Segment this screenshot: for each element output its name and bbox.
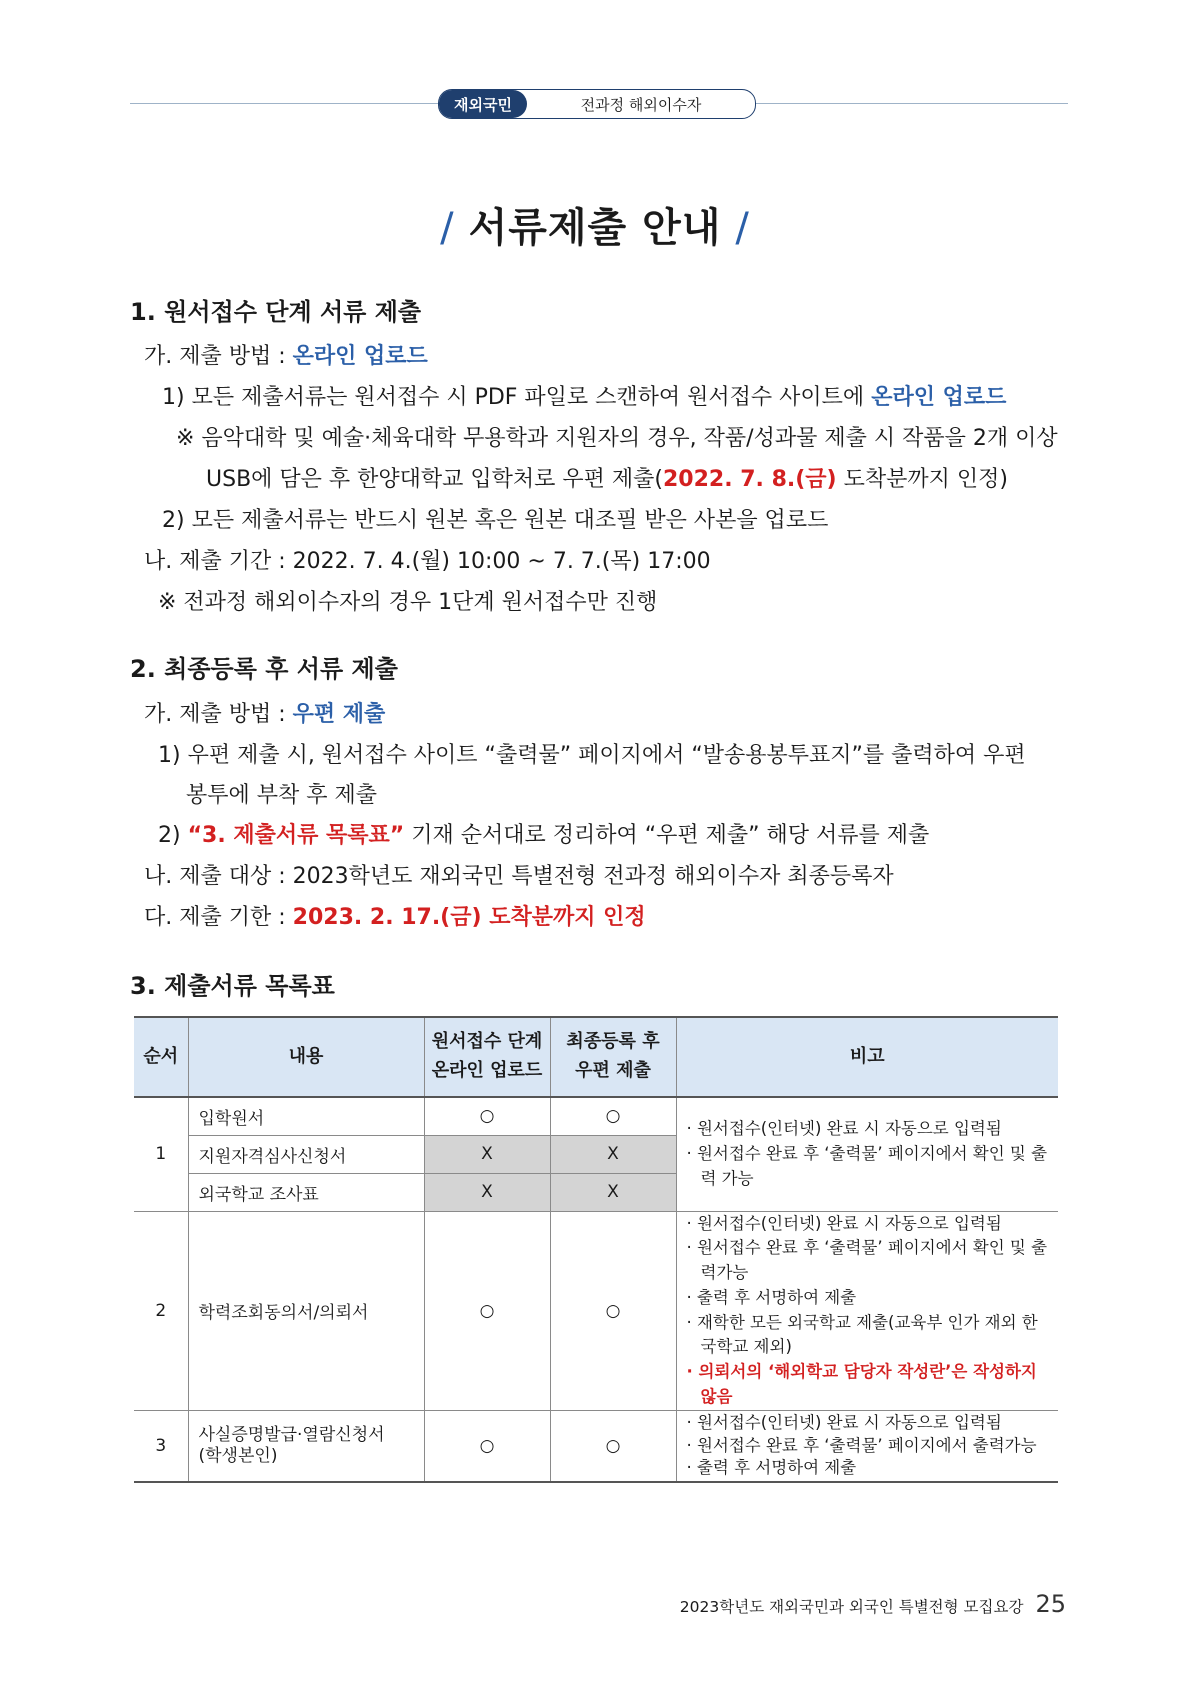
section-2-heading: 2. 최종등록 후 서류 제출 xyxy=(130,655,398,683)
header-online-line-1: 원서접수 단계 xyxy=(431,1031,543,1053)
s2-item-2-prefix: 2) xyxy=(158,823,188,848)
row-content: 지원자격심사신청서 xyxy=(188,1135,424,1173)
header-post xyxy=(550,1017,676,1097)
title-slash-right: / xyxy=(735,205,750,251)
s1-item-1 xyxy=(162,380,1006,411)
row-post: ○ xyxy=(550,1097,676,1135)
row-remarks xyxy=(676,1410,1058,1482)
remark-item-red: · 의뢰서의 ‘해외학교 담당자 작성란’은 작성하지 않음 xyxy=(686,1362,1037,1406)
header-content: 내용 xyxy=(188,1017,424,1097)
header-online-line-2: 온라인 업로드 xyxy=(431,1060,543,1081)
s2-method-label: 가. 제출 방법 : xyxy=(144,702,293,727)
s1-note-1-date: 2022. 7. 8.(금) xyxy=(663,467,837,492)
row-online: ○ xyxy=(424,1410,550,1482)
row-remarks xyxy=(676,1097,1058,1211)
s2-item-1-line-1: 1) 우편 제출 시, 원서접수 사이트 “출력물” 페이지에서 “발송용봉투표지”를 출력하여 우편 xyxy=(158,743,1026,768)
s1-method-label: 가. 제출 방법 : xyxy=(144,344,293,369)
header-section: 전과정 해외이수자 xyxy=(580,95,702,114)
header-no: 순서 xyxy=(134,1017,188,1097)
s2-item-2-red: “3. 제출서류 목록표” xyxy=(187,823,405,848)
row-online: ○ xyxy=(424,1211,550,1410)
remark-item: · 원서접수 완료 후 ‘출력물’ 페이지에서 확인 및 출력가능 xyxy=(686,1238,1048,1282)
s2-item-2-rest: 기재 순서대로 정리하여 “우편 제출” 해당 서류를 제출 xyxy=(404,823,930,848)
s2-item-1-line-2: 봉투에 부착 후 제출 xyxy=(186,783,377,808)
header-post-line-2: 우편 제출 xyxy=(575,1060,651,1081)
s1-method xyxy=(144,339,428,370)
row-content: 입학원서 xyxy=(188,1097,424,1135)
documents-table xyxy=(134,1016,1058,1483)
remark-item: · 원서접수(인터넷) 완료 시 자동으로 입력됨 xyxy=(686,1119,1002,1139)
s1-method-value: 온라인 업로드 xyxy=(292,344,428,369)
header-remarks: 비고 xyxy=(676,1017,1058,1097)
s2-item-2 xyxy=(158,818,929,849)
section-1-heading: 1. 원서접수 단계 서류 제출 xyxy=(130,298,422,326)
remark-item: · 원서접수 완료 후 ‘출력물’ 페이지에서 확인 및 출력 가능 xyxy=(686,1143,1048,1188)
title-text: 서류제출 안내 xyxy=(468,205,722,251)
s1-period: 나. 제출 기간 : 2022. 7. 4.(월) 10:00 ~ 7. 7.(목) 17:00 xyxy=(144,549,711,574)
s1-note-1-line-1: ※ 음악대학 및 예술·체육대학 무용학과 지원자의 경우, 작품/성과물 제출 시 작품을 2개 이상 xyxy=(176,426,1058,451)
row-no: 2 xyxy=(134,1211,188,1410)
row-content-line-1: 사실증명발급·열람신청서 xyxy=(198,1424,385,1445)
footer xyxy=(680,1590,1066,1618)
remark-item: · 재학한 모든 외국학교 제출(교육부 인가 재외 한국학교 제외) xyxy=(686,1312,1038,1357)
s1-note-1-text-a: USB에 담은 후 한양대학교 입학처로 우편 제출( xyxy=(206,467,663,492)
s1-note-1-line-2 xyxy=(206,462,1008,493)
section-3-heading: 3. 제출서류 목록표 xyxy=(130,972,335,1000)
page-title xyxy=(0,196,1190,253)
row-no: 3 xyxy=(134,1410,188,1482)
header-tab xyxy=(438,89,756,119)
row-online: X xyxy=(424,1135,550,1173)
s2-target: 나. 제출 대상 : 2023학년도 재외국민 특별전형 전과정 해외이수자 최종등록자 xyxy=(144,864,894,889)
s1-item-1-value: 온라인 업로드 xyxy=(871,385,1007,410)
header-post-line-1: 최종등록 후 xyxy=(566,1031,660,1053)
row-online: X xyxy=(424,1173,550,1211)
header-tag: 재외국민 xyxy=(439,90,527,118)
remark-item: · 출력 후 서명하여 제출 xyxy=(686,1287,857,1307)
s2-method xyxy=(144,697,385,728)
row-no: 1 xyxy=(134,1097,188,1211)
row-post: X xyxy=(550,1135,676,1173)
remark-item: · 출력 후 서명하여 제출 xyxy=(686,1457,857,1477)
row-content xyxy=(188,1410,424,1482)
remark-item: · 원서접수 완료 후 ‘출력물’ 페이지에서 출력가능 xyxy=(686,1435,1037,1455)
s1-note-1-text-b: 도착분까지 인정) xyxy=(836,467,1008,492)
s2-deadline-value: 2023. 2. 17.(금) 도착분까지 인정 xyxy=(292,905,646,930)
s2-deadline-label: 다. 제출 기한 : xyxy=(144,905,293,930)
table-row xyxy=(134,1410,1058,1482)
s2-method-value: 우편 제출 xyxy=(292,702,386,727)
table-header-row xyxy=(134,1017,1058,1097)
row-content: 외국학교 조사표 xyxy=(188,1173,424,1211)
s2-deadline xyxy=(144,900,646,931)
s1-item-2: 2) 모든 제출서류는 반드시 원본 혹은 원본 대조필 받은 사본을 업로드 xyxy=(162,508,829,533)
row-post: ○ xyxy=(550,1211,676,1410)
row-remarks xyxy=(676,1211,1058,1410)
row-content: 학력조회동의서/의뢰서 xyxy=(188,1211,424,1410)
remark-item: · 원서접수(인터넷) 완료 시 자동으로 입력됨 xyxy=(686,1413,1002,1433)
s1-item-1-text: 1) 모든 제출서류는 원서접수 시 PDF 파일로 스캔하여 원서접수 사이트에 xyxy=(162,385,872,410)
header-online xyxy=(424,1017,550,1097)
row-online: ○ xyxy=(424,1097,550,1135)
table-row xyxy=(134,1097,1058,1135)
page-number: 25 xyxy=(1035,1590,1066,1618)
remark-item: · 원서접수(인터넷) 완료 시 자동으로 입력됨 xyxy=(686,1213,1002,1233)
row-content-line-2: (학생본인) xyxy=(198,1445,278,1466)
table-row xyxy=(134,1211,1058,1410)
footer-text: 2023학년도 재외국민과 외국인 특별전형 모집요강 xyxy=(679,1598,1024,1616)
row-post: X xyxy=(550,1173,676,1211)
title-slash-left: / xyxy=(440,205,455,251)
row-post: ○ xyxy=(550,1410,676,1482)
s1-note-2: ※ 전과정 해외이수자의 경우 1단계 원서접수만 진행 xyxy=(158,590,658,615)
